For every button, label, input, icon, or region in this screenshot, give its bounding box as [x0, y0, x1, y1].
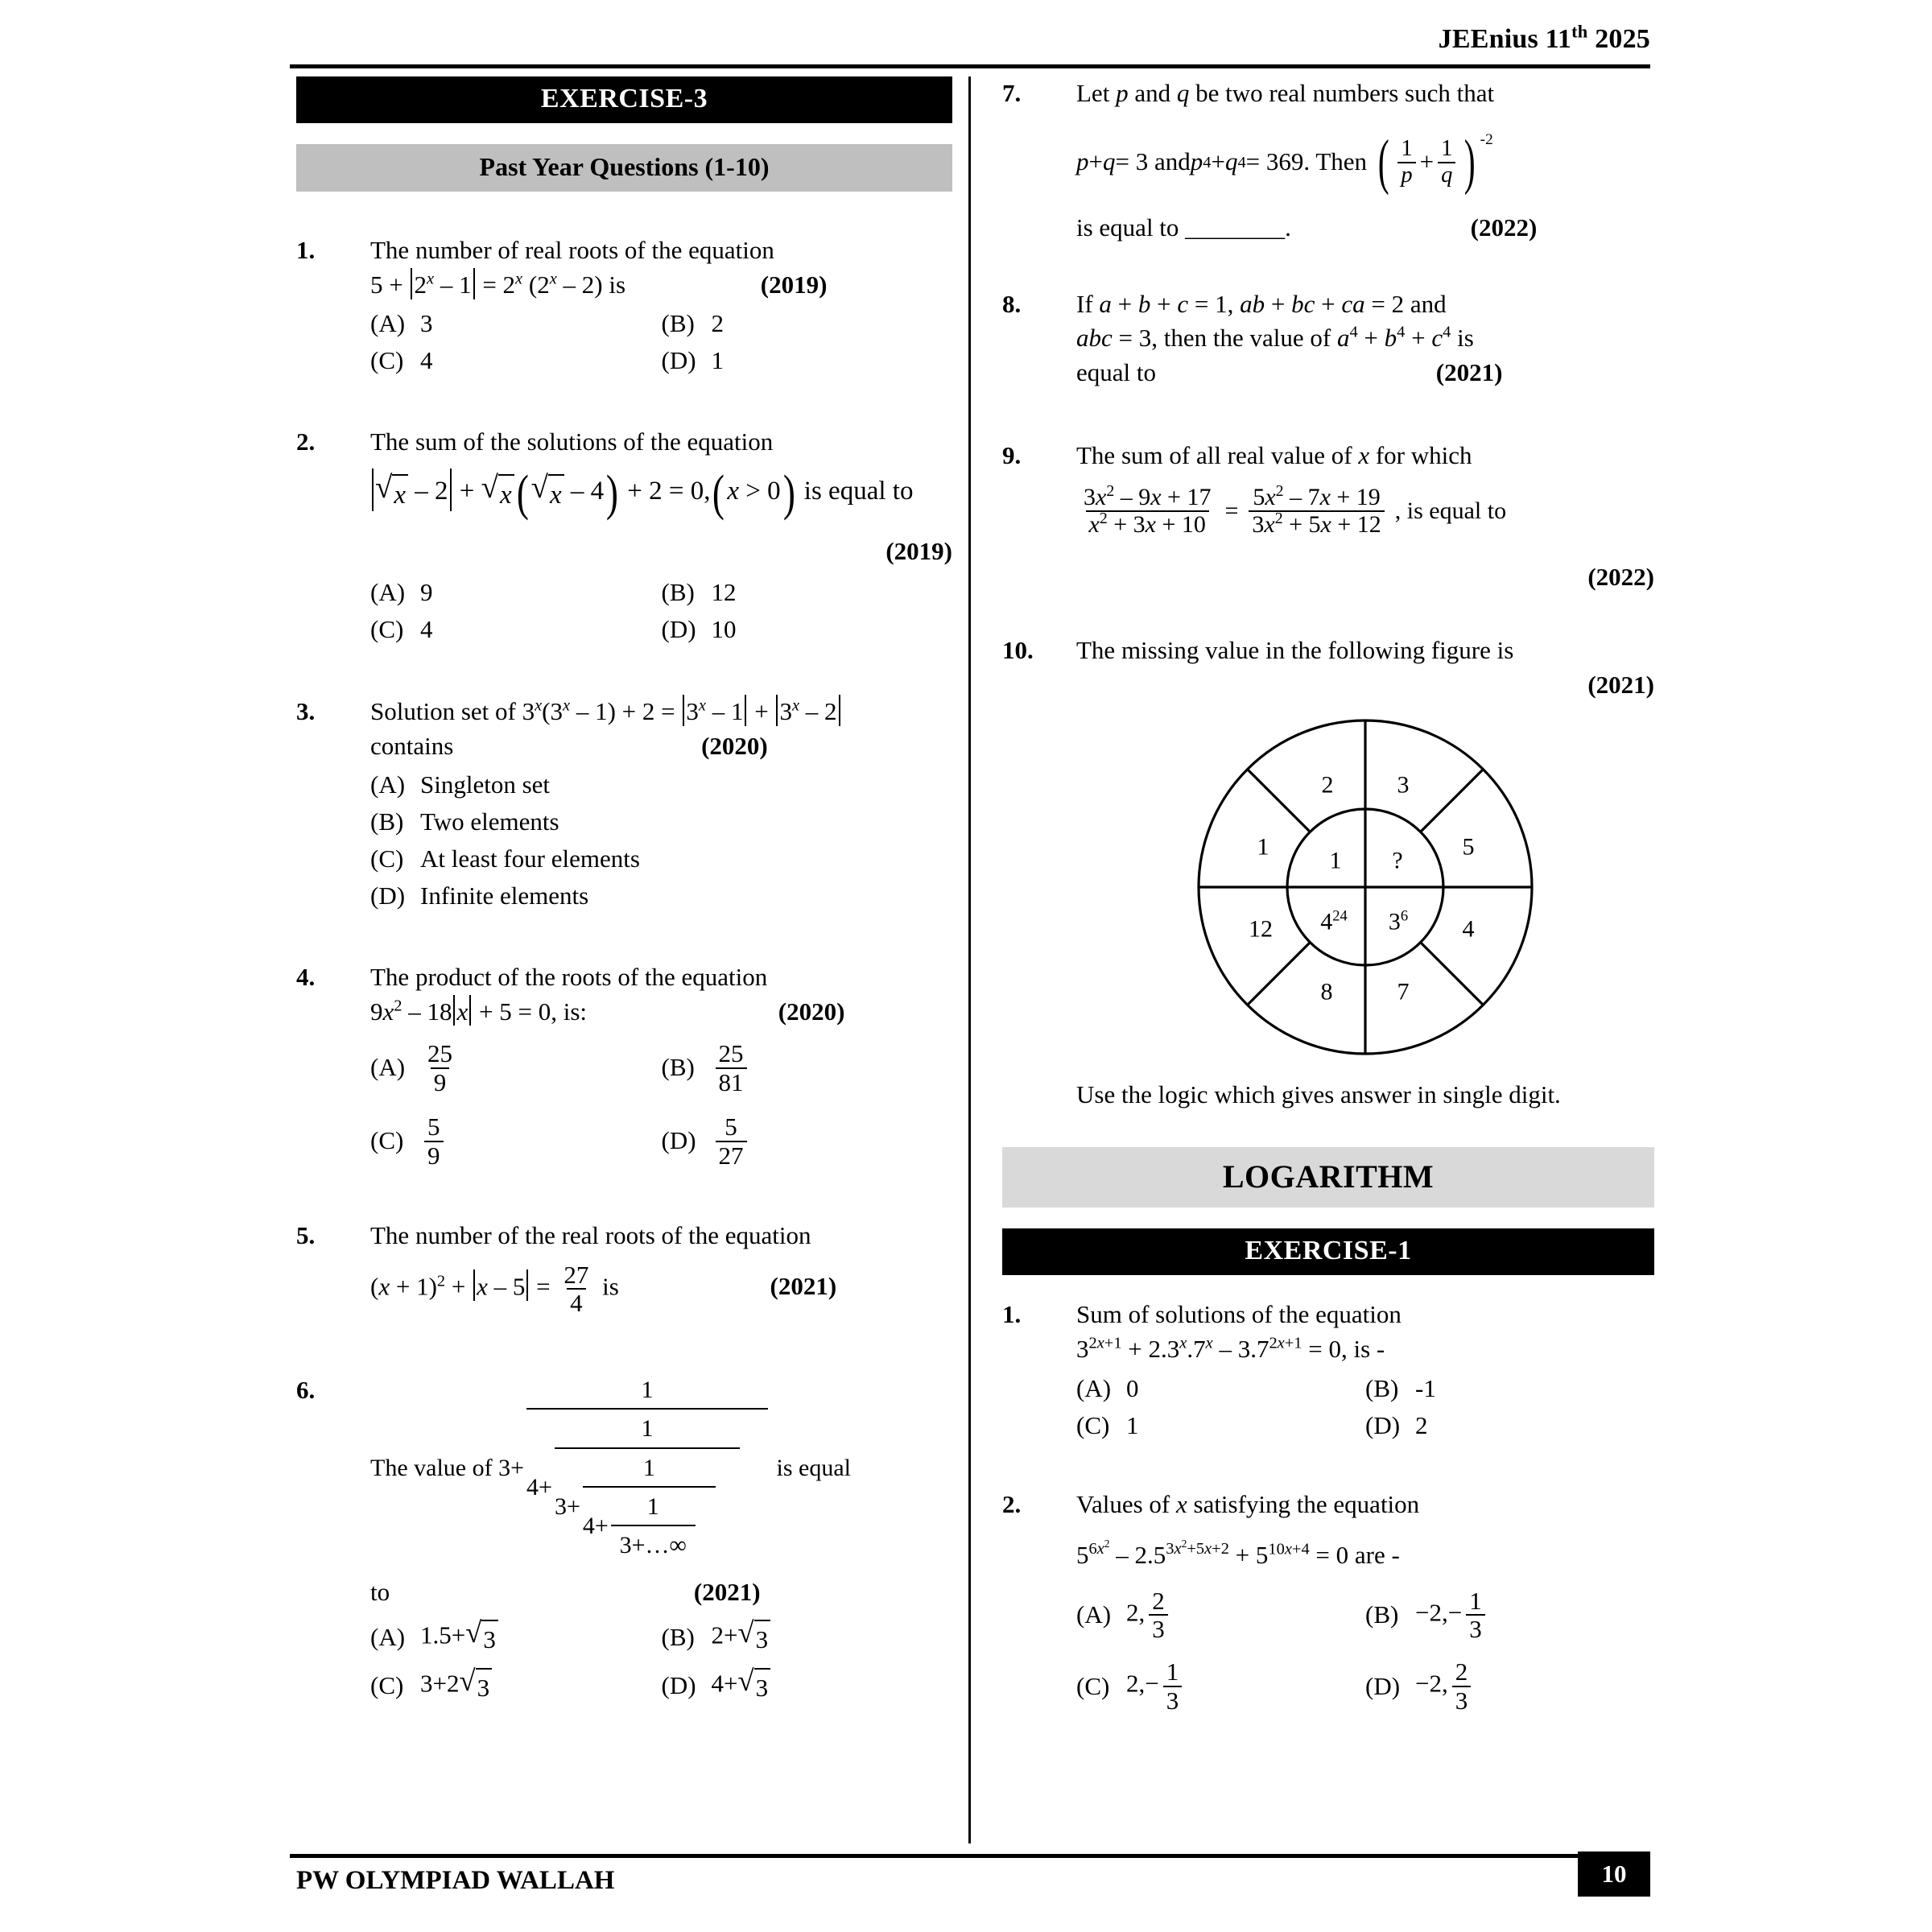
page-number-badge: 10 — [1578, 1852, 1650, 1897]
question-tail: is equal to ________. (2022) — [1076, 213, 1538, 242]
year-badge: (2022) — [1587, 563, 1654, 592]
option-d[interactable]: (D) 4+ √ 3 — [662, 1666, 953, 1706]
option-c[interactable]: (C) 4 — [370, 346, 433, 375]
year-badge: (2021) — [1435, 358, 1503, 387]
year-badge: (2020) — [778, 997, 845, 1026]
question-2 — [296, 425, 952, 649]
question-equation: $5^{6x^2} - 2.5^{3x^2+5x+2} + 5^{10x+4} = 0$ are - — [1076, 1538, 1400, 1569]
inner-value-missing: ? — [1392, 846, 1403, 873]
outer-value-12: 12 — [1249, 914, 1273, 942]
question-1 — [296, 233, 952, 380]
question-stem-line2: abc = 3, then the value of $a^4 + b^4 + c^4$ is — [1076, 323, 1474, 353]
question-stem: The missing value in the following figure is — [1076, 636, 1514, 665]
question-equation: Solution set of $3^x(3^x - 1) + 2 = 3^x - 1 + 3^x - 2$ — [370, 695, 952, 729]
question-9 — [1002, 439, 1654, 595]
inner-value-bottom-left: $4^{24}$ — [1320, 906, 1348, 935]
outer-value-7: 7 — [1397, 977, 1410, 1005]
option-c[interactable]: (C) 2,− $\frac{1}{3}$ — [1076, 1658, 1365, 1714]
options-list — [370, 574, 952, 648]
option-c[interactable]: (C) 1 — [1076, 1410, 1139, 1439]
option-d[interactable]: (D) 1 — [661, 346, 724, 375]
outer-value-2: 2 — [1321, 770, 1334, 798]
question-6 — [296, 1373, 952, 1706]
option-a[interactable]: (A) $\frac{25}{9}$ — [370, 1039, 452, 1096]
year-badge: (2021) — [693, 1577, 761, 1606]
question-stem: The number of real roots of the equation — [370, 236, 774, 264]
question-stem: contains (2020) — [370, 731, 768, 760]
question-equation: √ x – 2 + √ x ( √ x – 4) + 2 = 0,(x > 0) is equal to — [370, 469, 952, 514]
option-c[interactable]: (C) At least four elements — [370, 844, 640, 873]
option-c[interactable]: (C) 4 — [370, 614, 433, 643]
question-stem: The sum of the solutions of the equation — [370, 427, 774, 456]
option-d[interactable]: (D) 10 — [661, 614, 737, 643]
question-stem: The product of the roots of the equation — [370, 962, 768, 991]
year-badge: (2020) — [701, 731, 768, 760]
question-number: 1. — [1002, 1300, 1022, 1329]
options-list — [370, 1040, 952, 1169]
options-list — [370, 306, 952, 380]
options-list — [1076, 1370, 1654, 1444]
question-stem: The sum of all real value of x for which — [1076, 440, 1472, 469]
option-d[interactable]: (D) $\frac{5}{27}$ — [662, 1113, 953, 1169]
question-5 — [296, 1219, 952, 1317]
exercise-banner-right: EXERCISE-1 — [1002, 1228, 1654, 1275]
exercise-banner-left: EXERCISE-3 — [296, 76, 952, 123]
question-number: 10. — [1002, 636, 1034, 665]
header-rule — [290, 64, 1650, 68]
question-number: 2. — [1002, 1489, 1022, 1518]
option-a[interactable]: (A) 0 — [1076, 1373, 1139, 1402]
outer-value-1: 1 — [1257, 832, 1269, 860]
question-4 — [296, 960, 952, 1169]
outer-value-4: 4 — [1462, 914, 1475, 942]
option-a[interactable]: (A) 2, $\frac{2}{3}$ — [1076, 1587, 1365, 1643]
question-stem: Sum of solutions of the equation — [1076, 1300, 1402, 1329]
spoke-se — [1421, 942, 1484, 1005]
question-equation: $9x^2 - 18$ x + 5 = 0, is: (2020) — [370, 995, 952, 1030]
log-question-1 — [1002, 1298, 1654, 1444]
rhs-numerator: $5x^2 - 7x + 19$ — [1253, 481, 1381, 510]
question-stem-line1: If a + b + c = 1, ab + bc + ca = 2 and — [1076, 289, 1447, 318]
spoke-sw — [1248, 942, 1311, 1005]
option-c[interactable]: (C) $\frac{5}{9}$ — [370, 1113, 662, 1169]
question-7 — [1002, 76, 1654, 246]
year-badge: (2019) — [886, 537, 952, 566]
year-badge: (2021) — [1587, 670, 1654, 699]
question-stem: Let p and q be two real numbers such that — [1076, 79, 1495, 107]
page-header — [290, 21, 1650, 55]
question-number: 7. — [1002, 79, 1022, 107]
option-b[interactable]: (B) 12 — [661, 577, 737, 606]
past-year-questions-banner: Past Year Questions (1-10) — [296, 144, 952, 192]
year-badge: (2022) — [1470, 213, 1538, 242]
column-divider — [968, 76, 971, 1843]
question-tail: to (2021) — [370, 1577, 761, 1606]
option-b[interactable]: (B) −2,− $\frac{1}{3}$ — [1365, 1587, 1654, 1643]
right-column — [1002, 76, 1654, 1714]
outer-value-8: 8 — [1320, 977, 1333, 1005]
option-d[interactable]: (D) −2, $\frac{2}{3}$ — [1365, 1658, 1654, 1714]
question-stem-line3: equal to (2021) — [1076, 358, 1503, 387]
question-note: Use the logic which gives answer in single digit. — [1076, 1080, 1561, 1108]
inner-value-bottom-right: $3^6$ — [1388, 906, 1409, 935]
options-list — [370, 767, 952, 915]
option-a[interactable]: (A) 1.5+ √ 3 — [370, 1618, 662, 1657]
option-d[interactable]: (D) Infinite elements — [370, 881, 589, 910]
question-equation: $\frac{3x^2 - 9x + 17}{x^2 + 3x + 10}$ = $\frac{5x^2 - 7x + 19}{3x^2 + 5x + 12}$ , is equal to — [1076, 485, 1654, 539]
spoke-ne — [1421, 769, 1484, 832]
option-a[interactable]: (A) Singleton set — [370, 770, 551, 799]
question-10 — [1002, 634, 1654, 1112]
footer-rule — [290, 1854, 1650, 1858]
question-equation: $(x + 1)^2 + x - 5$ = $\frac{27}{4}$ is (2021) — [370, 1260, 837, 1318]
left-column — [296, 76, 952, 1706]
year-badge: (2021) — [770, 1272, 837, 1301]
option-b[interactable]: (B) 2 — [661, 309, 724, 338]
question-number: 5. — [296, 1221, 316, 1250]
option-c[interactable]: (C) 3+2 √ 3 — [370, 1666, 662, 1706]
outer-value-3: 3 — [1397, 770, 1410, 798]
options-list — [1076, 1587, 1654, 1715]
question-number: 2. — [296, 427, 316, 456]
option-a[interactable]: (A) 9 — [370, 577, 433, 606]
question-stem: The number of the real roots of the equation — [370, 1221, 811, 1250]
rhs-denominator: $3x^2 + 5x + 12$ — [1249, 510, 1384, 538]
spoke-nw — [1248, 769, 1311, 832]
question-3 — [296, 695, 952, 915]
footer-brand: PW OLYMPIAD WALLAH — [296, 1866, 615, 1895]
question-equation: $3^{2x+1} + 2.3^x.7^x - 3.7^{2x+1} = 0$, is - — [1076, 1334, 1385, 1364]
lhs-numerator: $3x^2 - 9x + 17$ — [1084, 481, 1212, 510]
option-a[interactable]: (A) 3 — [370, 309, 433, 338]
option-b[interactable]: (B) $\frac{25}{81}$ — [662, 1040, 953, 1096]
log-question-2 — [1002, 1488, 1654, 1714]
header-title: JEEnius 11th 2025 — [1438, 21, 1650, 54]
question-number: 8. — [1002, 289, 1022, 318]
question-number: 9. — [1002, 440, 1022, 469]
year-badge: (2019) — [760, 270, 828, 299]
question-continued-fraction: The value of 3+ 1 4+ 1 3+ 1 4+ $\frac{1}{3+\dots\infty}$ is equal — [370, 1373, 952, 1563]
question-8 — [1002, 287, 1654, 390]
option-b[interactable]: (B) -1 — [1365, 1373, 1436, 1402]
option-b[interactable]: (B) 2+ √ 3 — [662, 1618, 953, 1657]
options-list — [370, 1615, 952, 1707]
question-stem: Values of x satisfying the equation — [1076, 1489, 1420, 1518]
option-b[interactable]: (B) Two elements — [370, 807, 559, 836]
inner-value-top-left: 1 — [1329, 846, 1342, 873]
question-equation: p + q = 3 and p 4 + q 4 = 369. Then ( $\frac{1}{p}$ + $\frac{1}{q}$ ) -2 — [1076, 128, 1493, 196]
wheel-figure — [1076, 714, 1654, 1060]
question-equation: $5 + 2^x - 1 = 2^x$ (2$^x$ – 2) is (2019) — [370, 268, 952, 303]
option-d[interactable]: (D) 2 — [1365, 1410, 1428, 1439]
question-number: 4. — [296, 962, 316, 991]
question-number: 3. — [296, 697, 316, 726]
chapter-banner-logarithm: LOGARITHM — [1002, 1147, 1654, 1208]
wheel-svg — [1192, 714, 1538, 1060]
question-number: 6. — [296, 1375, 316, 1404]
lhs-denominator: $x^2 + 3x + 10$ — [1086, 510, 1209, 538]
question-number: 1. — [296, 236, 316, 264]
outer-value-5: 5 — [1462, 832, 1475, 860]
